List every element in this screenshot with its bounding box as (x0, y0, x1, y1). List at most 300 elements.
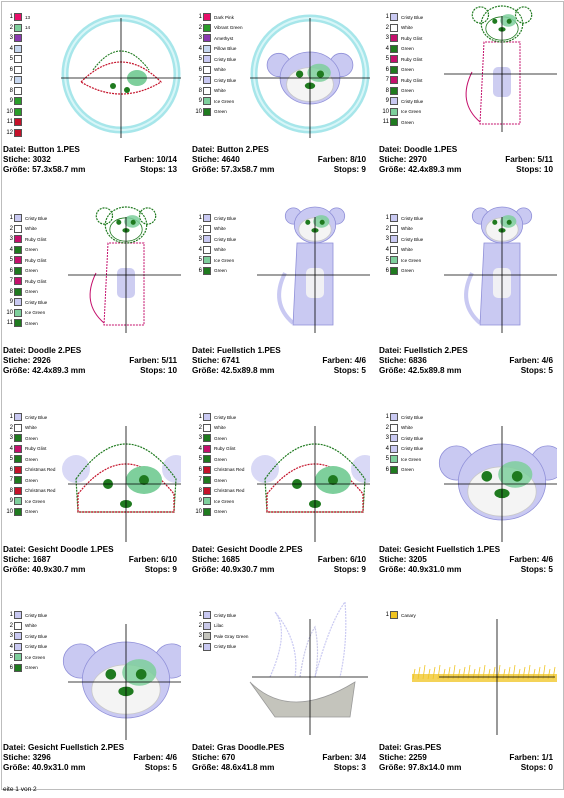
thread-color-row (195, 12, 270, 23)
thread-color-row (6, 475, 81, 486)
thread-number: 5 (198, 56, 202, 63)
thread-color-row (195, 412, 270, 423)
thread-color-row (6, 96, 81, 107)
stitch-count: Stiche: 2926 (3, 356, 51, 365)
thread-name: Green (25, 665, 38, 671)
thread-number: 10 (195, 508, 202, 515)
thread-swatch (14, 611, 22, 619)
thread-number: 4 (9, 445, 13, 452)
thread-name: Dark Pink (214, 14, 234, 20)
thread-name: Cristy Blue (214, 612, 237, 618)
thread-number: 9 (9, 299, 13, 306)
thread-color-row (6, 276, 81, 287)
thread-color-list (382, 412, 457, 475)
thread-color-row (195, 454, 270, 465)
thread-color-row (382, 44, 457, 55)
thread-color-row (382, 245, 457, 256)
design-info (192, 346, 366, 376)
thread-number: 4 (9, 45, 13, 52)
thread-color-row (382, 234, 457, 245)
thread-swatch (203, 497, 211, 505)
thread-swatch (390, 118, 398, 126)
thread-name: Cristy Blue (401, 14, 424, 20)
thread-color-row (6, 44, 81, 55)
thread-number: 5 (198, 456, 202, 463)
thread-number: 5 (9, 654, 13, 661)
thread-name: Christmas Red (214, 467, 245, 473)
design-info (379, 545, 553, 575)
thread-number: 10 (6, 309, 13, 316)
stitch-count: Stiche: 3032 (3, 155, 51, 164)
thread-color-row (195, 496, 270, 507)
thread-swatch (390, 13, 398, 21)
thread-name: White (214, 88, 226, 94)
thread-swatch (203, 97, 211, 105)
thread-number: 5 (385, 56, 389, 63)
stop-count: Stops: 13 (140, 165, 177, 174)
thread-swatch (14, 445, 22, 453)
thread-number: 9 (198, 498, 202, 505)
file-name: Datei: Button 2.PES (192, 145, 269, 154)
design-size: Größe: 40.9x30.7 mm (3, 565, 86, 574)
thread-number: 5 (9, 56, 13, 63)
stop-count: Stops: 3 (333, 763, 366, 772)
thread-name: Ruby Glint (25, 278, 47, 284)
thread-number: 1 (385, 215, 389, 222)
thread-name: Christmas Red (214, 488, 245, 494)
color-count: Farben: 8/10 (317, 155, 366, 164)
thread-name: Green (401, 467, 414, 473)
thread-color-row (6, 287, 81, 298)
thread-color-row (6, 465, 81, 476)
thread-number: 2 (9, 424, 13, 431)
thread-color-row (6, 255, 81, 266)
thread-color-row (6, 308, 81, 319)
thread-swatch (14, 288, 22, 296)
thread-name: Ice Green (25, 654, 46, 660)
thread-number: 8 (198, 487, 202, 494)
thread-number: 1 (9, 215, 13, 222)
thread-number: 1 (198, 215, 202, 222)
color-count: Farben: 6/10 (317, 555, 366, 564)
thread-number: 7 (9, 278, 13, 285)
thread-color-list (6, 12, 81, 138)
thread-number: 8 (9, 87, 13, 94)
thread-color-row (382, 96, 457, 107)
thread-color-row (6, 412, 81, 423)
thread-number: 5 (9, 257, 13, 264)
color-count: Farben: 3/4 (322, 753, 366, 762)
design-info (3, 743, 177, 773)
thread-name: Vibrant Green (214, 25, 243, 31)
thread-color-row (382, 610, 457, 621)
thread-color-row (195, 107, 270, 118)
stop-count: Stops: 9 (333, 165, 366, 174)
thread-swatch (14, 55, 22, 63)
thread-name: 13 (25, 14, 31, 20)
thread-color-row (382, 107, 457, 118)
thread-color-row (382, 86, 457, 97)
thread-name: Green (401, 67, 414, 73)
thread-name: Cristy Blue (214, 56, 237, 62)
thread-number: 4 (385, 45, 389, 52)
thread-color-row (6, 496, 81, 507)
thread-swatch (203, 611, 211, 619)
thread-swatch (14, 87, 22, 95)
thread-swatch (14, 66, 22, 74)
thread-swatch (14, 643, 22, 651)
thread-name: White (401, 226, 413, 232)
stop-count: Stops: 5 (520, 366, 553, 375)
thread-number: 10 (6, 508, 13, 515)
thread-color-row (195, 44, 270, 55)
thread-color-row (195, 234, 270, 245)
thread-color-row (6, 86, 81, 97)
thread-name: Lilac (214, 623, 224, 629)
design-size: Größe: 42.4x89.3 mm (3, 366, 86, 375)
thread-number: 7 (9, 477, 13, 484)
thread-name: Cristy Blue (401, 236, 424, 242)
thread-number: 3 (198, 435, 202, 442)
thread-color-row (195, 423, 270, 434)
thread-color-row (6, 318, 81, 329)
thread-name: Green (25, 289, 38, 295)
thread-color-list (382, 213, 457, 276)
design-card (377, 602, 557, 787)
thread-swatch (390, 434, 398, 442)
thread-swatch (14, 413, 22, 421)
thread-number: 4 (9, 246, 13, 253)
thread-name: Cristy Blue (214, 215, 237, 221)
design-size: Größe: 40.9x31.0 mm (3, 763, 86, 772)
design-card (1, 4, 181, 189)
thread-name: Green (25, 268, 38, 274)
design-card (1, 404, 181, 589)
design-card (190, 205, 370, 390)
thread-color-row (382, 266, 457, 277)
thread-name: White (214, 226, 226, 232)
thread-color-row (382, 465, 457, 476)
thread-color-row (382, 117, 457, 128)
thread-name: Cristy Blue (401, 215, 424, 221)
thread-swatch (14, 497, 22, 505)
thread-swatch (390, 256, 398, 264)
design-card (377, 205, 557, 390)
thread-swatch (203, 24, 211, 32)
thread-swatch (203, 108, 211, 116)
thread-color-row (195, 54, 270, 65)
stitch-count: Stiche: 6836 (379, 356, 427, 365)
thread-name: Pillow Blue (214, 46, 237, 52)
thread-swatch (390, 466, 398, 474)
thread-name: Ice Green (214, 98, 235, 104)
thread-name: Ice Green (25, 310, 46, 316)
thread-swatch (14, 256, 22, 264)
page-footer: eite 1 von 2 (3, 786, 37, 793)
color-count: Farben: 1/1 (509, 753, 553, 762)
thread-number: 11 (6, 320, 13, 327)
design-preview (377, 602, 557, 742)
thread-color-row (382, 33, 457, 44)
thread-swatch (14, 466, 22, 474)
thread-color-list (6, 213, 81, 329)
thread-swatch (203, 45, 211, 53)
design-info (3, 545, 177, 575)
thread-number: 7 (198, 477, 202, 484)
thread-name: Cristy Blue (214, 644, 237, 650)
thread-name: Ice Green (401, 456, 422, 462)
file-name: Datei: Gesicht Fuellstich 2.PES (3, 743, 125, 752)
thread-name: Green (25, 247, 38, 253)
thread-number: 1 (198, 14, 202, 21)
thread-name: Green (25, 435, 38, 441)
thread-color-row (6, 65, 81, 76)
thread-swatch (14, 622, 22, 630)
thread-color-row (195, 610, 270, 621)
stitch-count: Stiche: 2970 (379, 155, 427, 164)
thread-swatch (390, 445, 398, 453)
thread-swatch (14, 653, 22, 661)
thread-number: 1 (385, 14, 389, 21)
thread-swatch (390, 424, 398, 432)
thread-swatch (390, 34, 398, 42)
design-size: Größe: 48.6x41.8 mm (192, 763, 275, 772)
thread-swatch (390, 24, 398, 32)
design-card (377, 4, 557, 189)
thread-number: 9 (385, 98, 389, 105)
thread-color-row (382, 224, 457, 235)
thread-number: 4 (198, 445, 202, 452)
design-size: Größe: 42.5x89.8 mm (379, 366, 462, 375)
thread-swatch (14, 277, 22, 285)
thread-color-row (195, 266, 270, 277)
design-size: Größe: 57.3x58.7 mm (192, 165, 275, 174)
thread-number: 2 (198, 424, 202, 431)
design-size: Größe: 40.9x31.0 mm (379, 565, 462, 574)
file-name: Datei: Gesicht Doodle 2.PES (192, 545, 303, 554)
thread-color-row (6, 423, 81, 434)
thread-name: Green (214, 268, 227, 274)
design-size: Größe: 97.8x14.0 mm (379, 763, 462, 772)
thread-name: Cristy Blue (214, 414, 237, 420)
design-info (3, 346, 177, 376)
thread-swatch (203, 13, 211, 21)
color-count: Farben: 4/6 (509, 356, 553, 365)
thread-swatch (14, 108, 22, 116)
thread-color-row (382, 454, 457, 465)
thread-number: 2 (198, 225, 202, 232)
thread-color-row (195, 255, 270, 266)
thread-color-row (6, 224, 81, 235)
design-info (379, 145, 553, 175)
thread-color-row (6, 12, 81, 23)
thread-color-list (6, 412, 81, 517)
thread-number: 5 (385, 257, 389, 264)
thread-swatch (203, 413, 211, 421)
stop-count: Stops: 5 (144, 763, 177, 772)
thread-color-row (195, 621, 270, 632)
thread-color-row (6, 107, 81, 118)
thread-color-row (382, 12, 457, 23)
thread-name: Ruby Glint (25, 257, 47, 263)
thread-name: Cristy Blue (25, 299, 48, 305)
thread-color-row (382, 65, 457, 76)
file-name: Datei: Gras Doodle.PES (192, 743, 285, 752)
thread-swatch (203, 434, 211, 442)
thread-number: 1 (9, 612, 13, 619)
thread-name: Cristy Blue (25, 215, 48, 221)
thread-number: 1 (9, 414, 13, 421)
thread-number: 3 (198, 236, 202, 243)
thread-color-row (6, 631, 81, 642)
thread-swatch (14, 664, 22, 672)
thread-swatch (14, 455, 22, 463)
thread-number: 6 (9, 267, 13, 274)
thread-name: Pale Gray Green (214, 633, 249, 639)
stop-count: Stops: 10 (516, 165, 553, 174)
thread-number: 10 (382, 108, 389, 115)
thread-color-row (382, 444, 457, 455)
thread-color-row (6, 213, 81, 224)
thread-swatch (14, 235, 22, 243)
thread-name: 14 (25, 25, 31, 31)
thread-color-row (6, 433, 81, 444)
thread-color-row (382, 255, 457, 266)
thread-number: 4 (385, 445, 389, 452)
thread-name: Cristy Blue (401, 414, 424, 420)
thread-color-row (195, 33, 270, 44)
thread-swatch (14, 476, 22, 484)
color-count: Farben: 6/10 (128, 555, 177, 564)
thread-number: 3 (9, 35, 13, 42)
thread-name: Green (401, 119, 414, 125)
thread-number: 3 (9, 633, 13, 640)
thread-number: 1 (385, 414, 389, 421)
thread-number: 7 (9, 77, 13, 84)
thread-swatch (14, 118, 22, 126)
thread-swatch (14, 13, 22, 21)
thread-swatch (390, 235, 398, 243)
color-count: Farben: 10/14 (124, 155, 177, 164)
design-info (3, 145, 177, 175)
thread-swatch (14, 24, 22, 32)
thread-swatch (203, 487, 211, 495)
design-card (190, 404, 370, 589)
thread-number: 3 (198, 633, 202, 640)
thread-color-row (382, 23, 457, 34)
thread-number: 3 (385, 35, 389, 42)
design-card (1, 205, 181, 390)
thread-swatch (390, 611, 398, 619)
design-card (1, 602, 181, 787)
stop-count: Stops: 0 (520, 763, 553, 772)
thread-name: Ruby Glint (401, 77, 423, 83)
file-name: Datei: Gesicht Fuellstich 1.PES (379, 545, 501, 554)
thread-color-row (195, 23, 270, 34)
file-name: Datei: Button 1.PES (3, 145, 80, 154)
thread-color-row (195, 213, 270, 224)
design-card (190, 4, 370, 189)
thread-color-row (6, 507, 81, 518)
thread-number: 4 (198, 643, 202, 650)
thread-number: 5 (9, 456, 13, 463)
thread-color-row (195, 642, 270, 653)
thread-name: Christmas Red (25, 467, 56, 473)
thread-name: White (214, 67, 226, 73)
stop-count: Stops: 5 (520, 565, 553, 574)
thread-name: Cristy Blue (25, 644, 48, 650)
thread-name: Green (401, 46, 414, 52)
thread-name: White (25, 623, 37, 629)
thread-number: 6 (9, 664, 13, 671)
thread-name: Cristy Blue (401, 435, 424, 441)
file-name: Datei: Fuellstich 1.PES (192, 346, 281, 355)
thread-swatch (14, 267, 22, 275)
thread-number: 3 (9, 236, 13, 243)
thread-name: Cristy Blue (401, 98, 424, 104)
thread-swatch (14, 34, 22, 42)
thread-color-row (195, 75, 270, 86)
thread-swatch (390, 97, 398, 105)
thread-name: Ruby Glint (25, 446, 47, 452)
thread-swatch (203, 66, 211, 74)
stitch-count: Stiche: 3296 (3, 753, 51, 762)
thread-name: Cristy Blue (25, 414, 48, 420)
thread-name: Cristy Blue (25, 633, 48, 639)
thread-number: 11 (382, 119, 389, 126)
stitch-count: Stiche: 670 (192, 753, 236, 762)
thread-name: Green (25, 509, 38, 515)
thread-number: 5 (198, 257, 202, 264)
thread-number: 6 (385, 66, 389, 73)
thread-color-row (6, 33, 81, 44)
thread-name: Cristy Blue (401, 446, 424, 452)
thread-swatch (14, 45, 22, 53)
thread-number: 2 (9, 622, 13, 629)
thread-number: 6 (385, 466, 389, 473)
thread-swatch (390, 246, 398, 254)
thread-number: 6 (385, 267, 389, 274)
color-count: Farben: 5/11 (129, 356, 177, 365)
thread-swatch (203, 622, 211, 630)
thread-color-row (195, 224, 270, 235)
thread-swatch (14, 129, 22, 137)
thread-name: Christmas Red (25, 488, 56, 494)
thread-color-row (6, 642, 81, 653)
thread-name: Green (401, 88, 414, 94)
thread-color-list (195, 610, 270, 652)
thread-number: 3 (385, 236, 389, 243)
thread-swatch (14, 76, 22, 84)
design-card (190, 602, 370, 787)
design-info (192, 145, 366, 175)
thread-swatch (14, 97, 22, 105)
thread-number: 4 (385, 246, 389, 253)
thread-color-row (195, 433, 270, 444)
thread-name: Cristy Blue (214, 236, 237, 242)
file-name: Datei: Doodle 1.PES (379, 145, 458, 154)
thread-swatch (14, 508, 22, 516)
thread-name: White (401, 25, 413, 31)
thread-number: 2 (9, 225, 13, 232)
thread-swatch (390, 413, 398, 421)
design-card (377, 404, 557, 589)
thread-color-row (195, 465, 270, 476)
thread-color-row (6, 75, 81, 86)
thread-swatch (14, 632, 22, 640)
thread-number: 7 (385, 77, 389, 84)
thread-number: 3 (385, 435, 389, 442)
